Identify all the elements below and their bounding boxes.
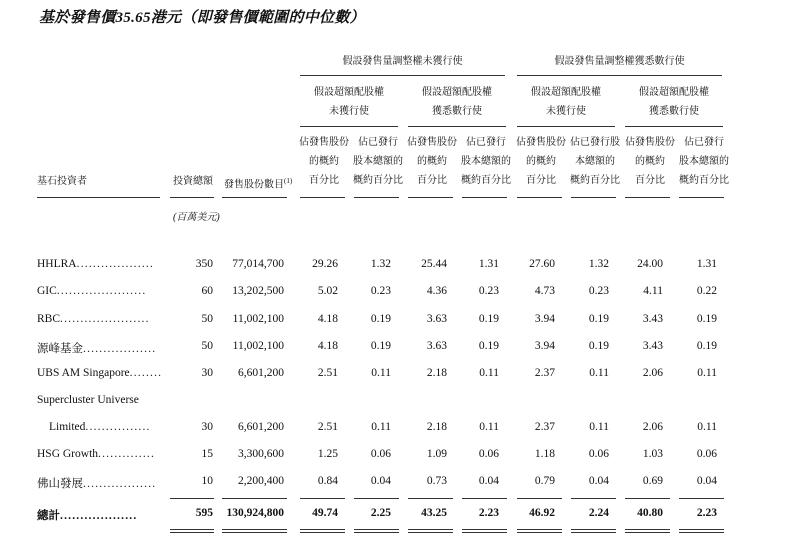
total-rule	[354, 529, 399, 530]
investor-name-text: UBS AM Singapore	[37, 367, 130, 379]
leader-dots: ......................	[60, 313, 150, 325]
investor-name-text: HHLRA	[37, 258, 77, 270]
percentage-cell: 0.19	[370, 313, 391, 325]
percentage-cell: 1.32	[370, 258, 391, 270]
percentage-cell: 2.06	[642, 367, 663, 379]
col-header-issued-pct: 佔已發行 股本總額的 概約百分比	[679, 137, 729, 186]
investor-name-text: GIC	[37, 285, 57, 297]
investor-name	[37, 258, 154, 270]
header-rule	[462, 197, 507, 198]
percentage-cell: 0.11	[589, 367, 609, 379]
col-header-shares: 發售股份數目$^{(1)}$	[224, 177, 293, 191]
investor-name-text: 源峰基金	[37, 343, 83, 355]
investor-name-text: Limited	[49, 421, 86, 433]
percentage-cell: 0.04	[370, 475, 391, 487]
total-rule	[300, 529, 345, 530]
percentage-cell: 0.69	[642, 475, 663, 487]
total-rule	[354, 498, 399, 499]
percentage-cell: 3.63	[426, 340, 447, 352]
header-rule	[170, 197, 214, 198]
col-header-issued-pct: 佔已發行 股本總額的 概約百分比	[461, 137, 511, 186]
investment-amount: 60	[201, 285, 213, 297]
percentage-cell: 3.43	[642, 340, 663, 352]
leader-dots: ..................	[83, 478, 157, 490]
total-rule	[222, 532, 287, 533]
offer-shares: 3,300,600	[238, 448, 284, 460]
subheader-greenshoe-d: 假設超額配股權 獲悉數行使	[639, 87, 709, 117]
investment-amount: 595	[195, 507, 213, 519]
percentage-cell: 43.25	[421, 507, 447, 519]
investment-amount: 50	[201, 340, 213, 352]
percentage-cell: 49.74	[312, 507, 338, 519]
percentage-cell: 0.19	[588, 313, 609, 325]
percentage-cell: 0.11	[479, 367, 499, 379]
percentage-cell: 2.25	[370, 507, 391, 519]
percentage-cell: 3.43	[642, 313, 663, 325]
percentage-cell: 25.44	[421, 258, 447, 270]
group-rule	[517, 75, 722, 76]
header-rule	[625, 197, 670, 198]
col-header-offer-pct: 佔發售股份 的概約 百分比	[516, 137, 566, 186]
percentage-cell: 0.19	[696, 313, 717, 325]
offer-shares: 77,014,700	[232, 258, 284, 270]
col-header-offer-pct: 佔發售股份 的概約 百分比	[625, 137, 675, 186]
percentage-cell: 4.73	[534, 285, 555, 297]
percentage-cell: 2.23	[478, 507, 499, 519]
investor-name	[37, 340, 156, 356]
offer-shares: 13,202,500	[232, 285, 284, 297]
percentage-cell: 0.22	[696, 285, 717, 297]
percentage-cell: 27.60	[529, 258, 555, 270]
subheader-greenshoe-a: 假設超額配股權 未獲行使	[314, 87, 384, 117]
percentage-cell: 2.51	[317, 421, 338, 433]
percentage-cell: 0.04	[588, 475, 609, 487]
total-rule	[462, 498, 507, 499]
total-rule	[679, 529, 724, 530]
percentage-cell: 1.31	[478, 258, 499, 270]
percentage-cell: 0.19	[370, 340, 391, 352]
percentage-cell: 5.02	[317, 285, 338, 297]
percentage-cell: 0.11	[479, 421, 499, 433]
col-header-amount: 投資總額	[173, 176, 213, 187]
percentage-cell: 0.06	[370, 448, 391, 460]
percentage-cell: 0.23	[588, 285, 609, 297]
total-rule	[170, 529, 214, 530]
total-rule	[300, 532, 345, 533]
total-rule	[517, 532, 562, 533]
percentage-cell: 2.37	[534, 421, 555, 433]
total-rule	[571, 532, 616, 533]
group-header-not-exercised: 假設發售量調整權未獲行使	[342, 56, 463, 67]
subgroup-rule	[408, 126, 506, 127]
investor-name-text: HSG Growth	[37, 448, 99, 460]
header-rule	[222, 197, 287, 198]
leader-dots: ...................	[76, 258, 155, 270]
investment-amount: 10	[201, 475, 213, 487]
percentage-cell: 0.19	[478, 340, 499, 352]
offer-shares: 130,924,800	[226, 507, 284, 519]
total-rule	[222, 529, 287, 530]
total-rule	[625, 532, 670, 533]
total-rule	[679, 532, 724, 533]
leader-dots: ..................	[83, 343, 157, 355]
percentage-cell: 0.06	[696, 448, 717, 460]
total-rule	[625, 498, 670, 499]
header-rule	[300, 197, 345, 198]
investor-name	[37, 421, 151, 433]
subgroup-rule	[517, 126, 615, 127]
header-rule	[408, 197, 453, 198]
percentage-cell: 2.37	[534, 367, 555, 379]
percentage-cell: 29.26	[312, 258, 338, 270]
leader-dots: ...................	[60, 510, 138, 522]
investor-name	[37, 475, 156, 491]
amount-unit: (百萬美元)	[173, 212, 220, 223]
percentage-cell: 40.80	[637, 507, 663, 519]
percentage-cell: 0.19	[588, 340, 609, 352]
header-rule	[37, 197, 160, 198]
offer-shares: 11,002,100	[232, 340, 284, 352]
total-rule	[571, 498, 616, 499]
percentage-cell: 0.11	[697, 367, 717, 379]
percentage-cell: 3.94	[534, 313, 555, 325]
percentage-cell: 0.06	[588, 448, 609, 460]
percentage-cell: 2.24	[588, 507, 609, 519]
offer-shares: 6,601,200	[238, 367, 284, 379]
header-rule	[517, 197, 562, 198]
percentage-cell: 4.18	[317, 313, 338, 325]
total-rule	[408, 498, 453, 499]
percentage-cell: 2.51	[317, 367, 338, 379]
subgroup-rule	[300, 126, 398, 127]
offer-shares: 2,200,400	[238, 475, 284, 487]
subheader-greenshoe-b: 假設超額配股權 獲悉數行使	[422, 87, 492, 117]
col-header-investor: 基石投資者	[37, 176, 87, 187]
subgroup-rule	[625, 126, 723, 127]
investor-name	[37, 285, 146, 297]
group-rule	[300, 75, 505, 76]
percentage-cell: 1.31	[696, 258, 717, 270]
investor-name	[37, 507, 137, 523]
leader-dots: ......................	[56, 285, 147, 297]
percentage-cell: 0.04	[478, 475, 499, 487]
header-rule	[571, 197, 616, 198]
percentage-cell: 24.00	[637, 258, 663, 270]
total-rule	[517, 498, 562, 499]
investment-amount: 15	[201, 448, 213, 460]
percentage-cell: 0.04	[696, 475, 717, 487]
subheader-greenshoe-c: 假設超額配股權 未獲行使	[531, 87, 601, 117]
percentage-cell: 1.03	[642, 448, 663, 460]
percentage-cell: 0.11	[589, 421, 609, 433]
offer-shares: 6,601,200	[238, 421, 284, 433]
page-title: 基於發售價35.65港元（即發售價範圍的中位數）	[39, 10, 365, 26]
investment-amount: 30	[201, 421, 213, 433]
investor-name	[37, 448, 155, 460]
percentage-cell: 0.79	[534, 475, 555, 487]
investment-amount: 350	[195, 258, 213, 270]
total-rule	[354, 532, 399, 533]
percentage-cell: 0.11	[371, 421, 391, 433]
group-header-fully-exercised: 假設發售量調整權獲悉數行使	[554, 56, 685, 67]
col-header-issued-pct: 佔已發行 股本總額的 概約百分比	[353, 137, 403, 186]
investment-amount: 50	[201, 313, 213, 325]
percentage-cell: 2.23	[696, 507, 717, 519]
percentage-cell: 4.18	[317, 340, 338, 352]
total-rule	[222, 498, 287, 499]
percentage-cell: 2.06	[642, 421, 663, 433]
total-rule	[462, 532, 507, 533]
total-rule	[517, 529, 562, 530]
percentage-cell: 1.25	[317, 448, 338, 460]
leader-dots: ................	[85, 421, 151, 433]
col-header-offer-pct: 佔發售股份 的概約 百分比	[299, 137, 349, 186]
investor-name-text: RBC	[37, 313, 61, 325]
total-rule	[679, 498, 724, 499]
total-rule	[170, 532, 214, 533]
percentage-cell: 1.09	[426, 448, 447, 460]
total-rule	[300, 498, 345, 499]
percentage-cell: 4.11	[643, 285, 663, 297]
investor-name-text: 佛山發展	[37, 478, 83, 490]
percentage-cell: 0.19	[478, 313, 499, 325]
percentage-cell: 2.18	[426, 421, 447, 433]
col-header-issued-pct: 佔已發行股 本總額的 概約百分比	[570, 137, 620, 186]
total-rule	[408, 529, 453, 530]
leader-dots: ........	[129, 367, 163, 379]
percentage-cell: 0.84	[317, 475, 338, 487]
percentage-cell: 0.11	[697, 421, 717, 433]
header-rule	[679, 197, 724, 198]
percentage-cell: 46.92	[529, 507, 555, 519]
header-rule	[354, 197, 399, 198]
investor-name	[37, 367, 162, 379]
investor-name	[37, 313, 150, 325]
percentage-cell: 2.18	[426, 367, 447, 379]
total-rule	[170, 498, 214, 499]
percentage-cell: 0.73	[426, 475, 447, 487]
percentage-cell: 1.32	[588, 258, 609, 270]
investment-amount: 30	[201, 367, 213, 379]
offer-shares: 11,002,100	[232, 313, 284, 325]
total-rule	[625, 529, 670, 530]
percentage-cell: 3.94	[534, 340, 555, 352]
total-rule	[408, 532, 453, 533]
percentage-cell: 3.63	[426, 313, 447, 325]
total-rule	[571, 529, 616, 530]
investor-name-text: 總計	[37, 510, 60, 522]
leader-dots: ..............	[98, 448, 156, 460]
investor-name-prefix: Supercluster Universe	[37, 394, 139, 406]
percentage-cell: 0.23	[478, 285, 499, 297]
percentage-cell: 1.18	[534, 448, 555, 460]
total-rule	[462, 529, 507, 530]
percentage-cell: 0.23	[370, 285, 391, 297]
percentage-cell: 0.11	[371, 367, 391, 379]
percentage-cell: 4.36	[426, 285, 447, 297]
col-header-offer-pct: 佔發售股份 的概約 百分比	[407, 137, 457, 186]
percentage-cell: 0.06	[478, 448, 499, 460]
percentage-cell: 0.19	[696, 340, 717, 352]
